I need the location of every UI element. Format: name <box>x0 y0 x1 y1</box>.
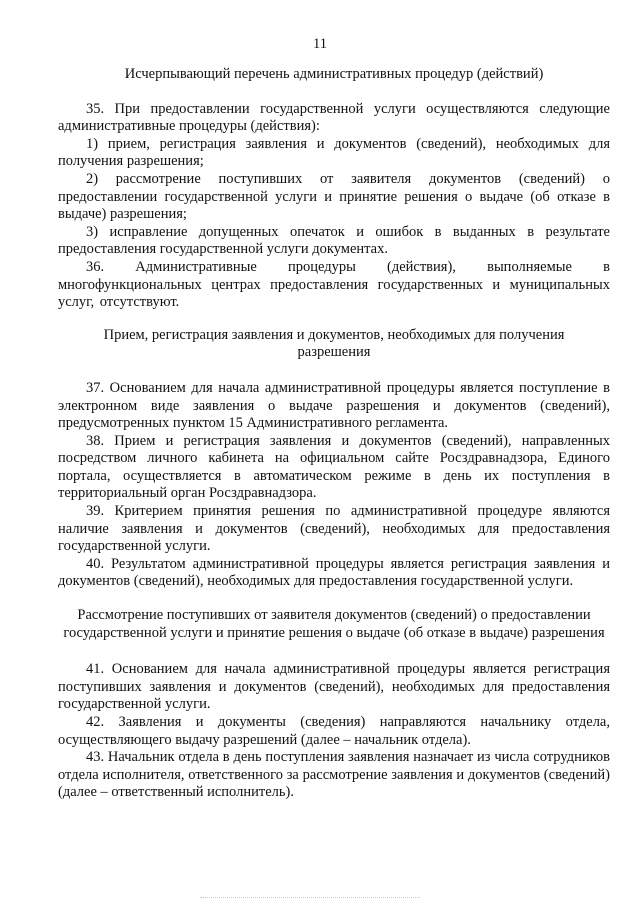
paragraph-39: 39. Критерием принятия решения по административной процедуре являются наличие заявления и документов (сведений), необходимых для предоставления государственной услуги. <box>58 503 610 555</box>
paragraph-42: 42. Заявления и документы (сведения) направляются начальнику отдела, осуществляющего выдачу разрешений (далее – начальник отдела). <box>58 714 610 748</box>
paragraph-43: 43. Начальник отдела в день поступления заявления назначает из числа сотрудников отдела исполнителя, ответственного за рассмотрение заявления и документов (сведений) (далее – ответственный исполнитель). <box>58 749 610 801</box>
paragraph-37: 37. Основанием для начала административной процедуры является поступление в электронном виде заявления о выдаче разрешения и документов (сведений), предусмотренных пунктом 15 Административного регламента. <box>58 379 610 432</box>
list-item-2: 2) рассмотрение поступивших от заявителя документов (сведений) о предоставлении государственной услуги и принятие решения о выдаче (об отказе в выдаче) разрешения; <box>58 170 610 223</box>
list-item-3: 3) исправление допущенных опечаток и ошибок в выданных в результате предоставления государственной услуги документах. <box>58 223 610 258</box>
list-item-1: 1) прием, регистрация заявления и документов (сведений), необходимых для получения разрешения; <box>58 135 610 170</box>
paragraph-35: 35. При предоставлении государственной услуги осуществляются следующие административные процедуры (действия): <box>58 100 610 135</box>
section-title-review: Рассмотрение поступивших от заявителя документов (сведений) о предоставлении государственной услуги и принятие решения о выдаче (об отказе в выдаче) разрешения <box>63 607 605 641</box>
document-body <box>58 66 610 802</box>
paragraph-36: 36. Административные процедуры (действия), выполняемые в многофункциональных центрах предоставления государственных и муниципальных услуг, отсутствуют. <box>58 258 610 311</box>
page-number: 11 <box>313 36 327 52</box>
section-title-reception: Прием, регистрация заявления и документов, необходимых для получения разрешения <box>103 326 565 361</box>
paragraph-38: 38. Прием и регистрация заявления и документов (сведений), направленных посредством личного кабинета на официальном сайте Росздравнадзора, Единого портала, осуществляется в автоматическом режиме в день их поступления в территориальный орган Росздравнадзора. <box>58 432 610 502</box>
paragraph-41: 41. Основанием для начала административной процедуры является регистрация поступивших заявления и документов (сведений), необходимых для предоставления государственной услуги. <box>58 661 610 713</box>
paragraph-40: 40. Результатом административной процедуры является регистрация заявления и документов (сведений), необходимых для предоставления государственной услуги. <box>58 555 610 590</box>
section-title-exhaustive-list: Исчерпывающий перечень административных процедур (действий) <box>124 66 544 82</box>
page-bottom-divider <box>200 897 420 898</box>
